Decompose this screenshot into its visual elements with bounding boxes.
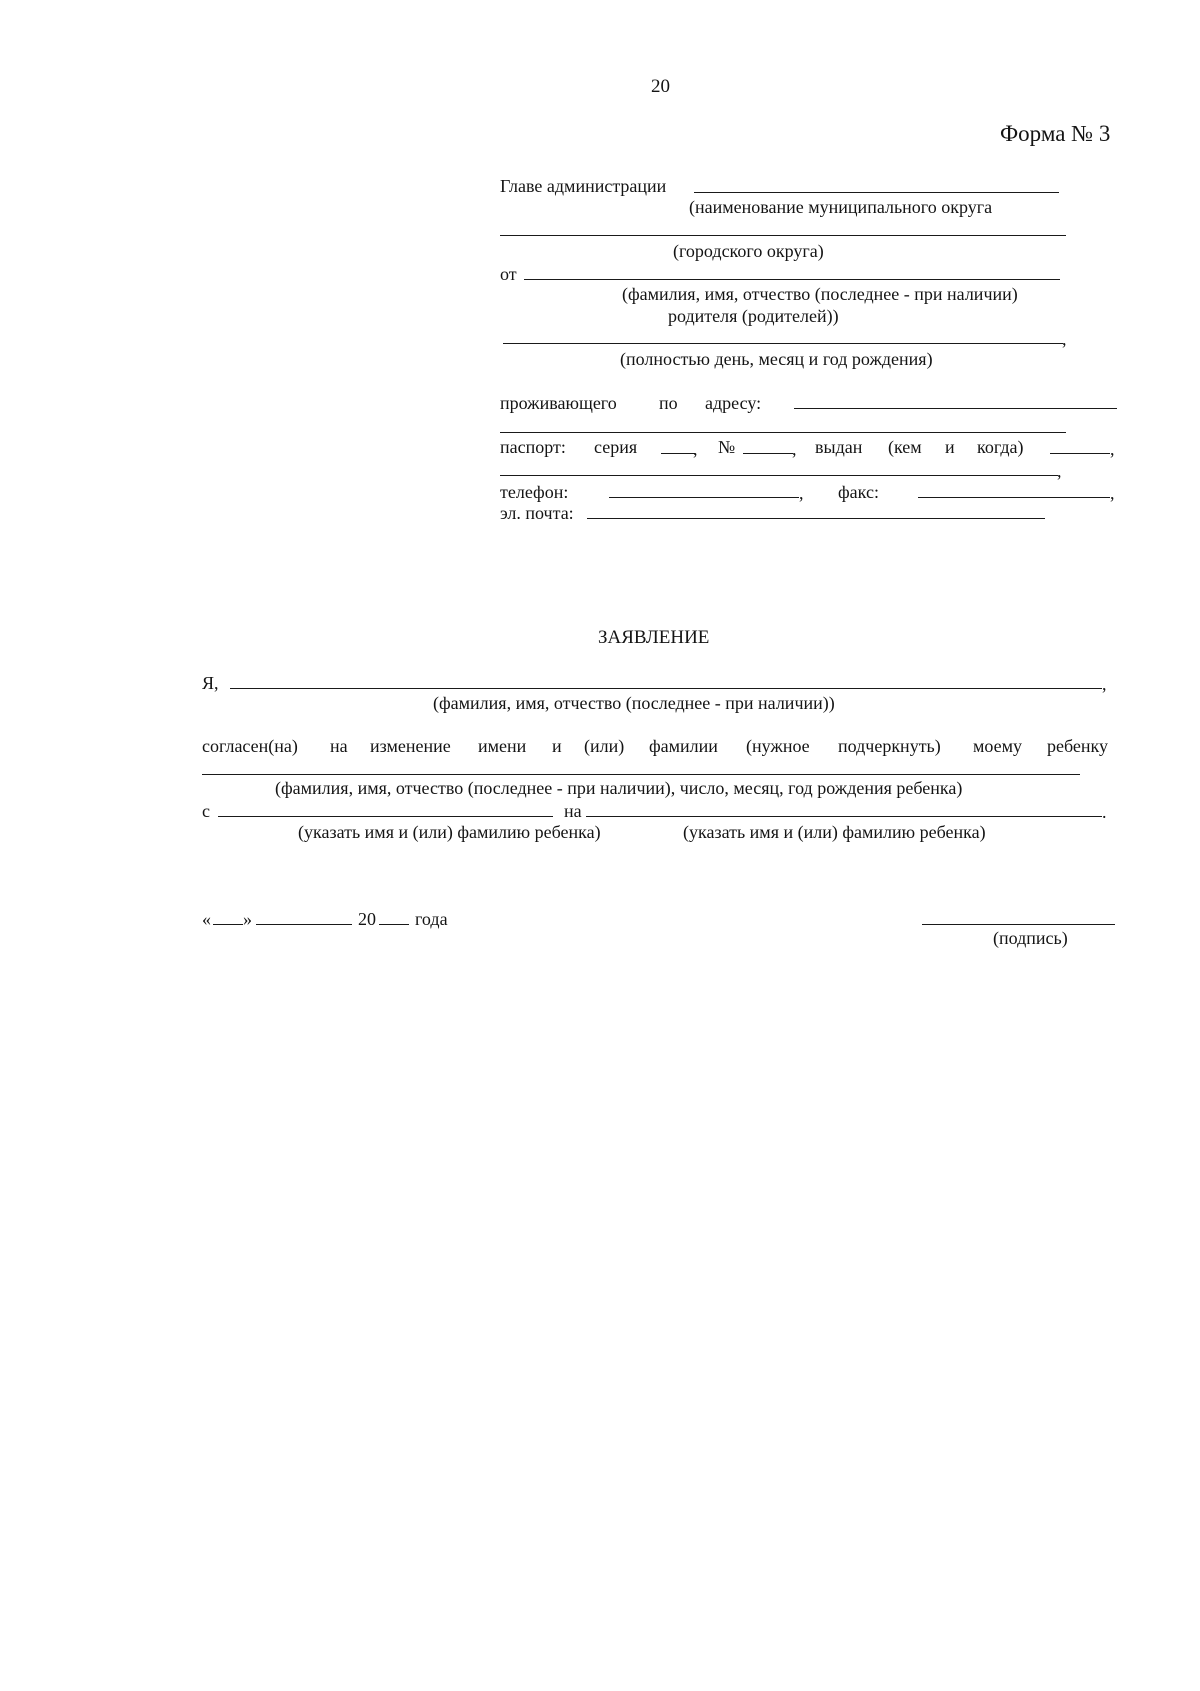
from-hint-1: (фамилия, имя, отчество (последнее - при наличии) <box>622 284 1018 304</box>
signature-hint: (подпись) <box>993 928 1068 948</box>
comma: , <box>1057 461 1062 481</box>
to-name-label: на <box>564 801 582 821</box>
consent-word: фамилии <box>649 736 718 756</box>
child-info-field[interactable] <box>202 774 1080 775</box>
year-prefix: 20 <box>358 909 376 929</box>
old-name-hint: (указать имя и (или) фамилию ребенка) <box>298 822 601 842</box>
year-suffix: года <box>415 909 448 929</box>
new-name-hint: (указать имя и (или) фамилию ребенка) <box>683 822 986 842</box>
birth-hint: (полностью день, месяц и год рождения) <box>620 349 933 369</box>
comma: , <box>1110 483 1115 503</box>
passport-series-field[interactable] <box>661 453 695 454</box>
from-label: от <box>500 264 517 284</box>
year-field[interactable] <box>379 924 409 925</box>
consent-word: подчеркнуть) <box>838 736 941 756</box>
consent-word: изменение <box>370 736 451 756</box>
document-title: ЗАЯВЛЕНИЕ <box>598 627 710 648</box>
passport-number-field[interactable] <box>743 453 793 454</box>
from-name-label: с <box>202 801 210 821</box>
passport-word-1: паспорт: <box>500 437 566 457</box>
passport-word-7: когда) <box>977 437 1024 457</box>
old-name-field[interactable] <box>218 816 553 817</box>
comma: , <box>792 439 797 459</box>
period: . <box>1102 802 1107 822</box>
consent-word: (или) <box>584 736 625 756</box>
comma: , <box>1110 439 1115 459</box>
phone-label: телефон: <box>500 482 569 502</box>
form-label: Форма № 3 <box>1000 121 1111 146</box>
comma: , <box>693 439 698 459</box>
fax-field[interactable] <box>918 497 1110 498</box>
address-word-2: по <box>659 393 678 413</box>
passport-word-5: (кем <box>888 437 922 457</box>
address-field[interactable] <box>794 408 1117 409</box>
quote-close: » <box>243 909 252 929</box>
passport-word-3: № <box>718 437 736 457</box>
phone-field[interactable] <box>609 497 799 498</box>
address-word-3: адресу: <box>705 393 762 413</box>
passport-issued-field-2[interactable] <box>500 475 1058 476</box>
comma: , <box>799 483 804 503</box>
consent-word: (нужное <box>746 736 810 756</box>
passport-issued-field[interactable] <box>1050 453 1110 454</box>
consent-word: на <box>330 736 348 756</box>
passport-word-6: и <box>945 437 955 457</box>
day-field[interactable] <box>213 924 243 925</box>
quote-open: « <box>202 909 211 929</box>
address-word-1: проживающего <box>500 393 617 413</box>
fax-label: факс: <box>838 482 879 502</box>
addressee-hint-2: (городского округа) <box>673 241 824 261</box>
applicant-name-hint: (фамилия, имя, отчество (последнее - при наличии)) <box>433 693 835 713</box>
page-number: 20 <box>651 76 670 97</box>
comma: , <box>1062 329 1067 349</box>
email-label: эл. почта: <box>500 503 574 523</box>
consent-word: моему <box>973 736 1022 756</box>
consent-word: и <box>552 736 562 756</box>
i-label: Я, <box>202 673 219 693</box>
passport-word-4: выдан <box>815 437 863 457</box>
passport-word-2: серия <box>594 437 638 457</box>
address-field-2[interactable] <box>500 432 1066 433</box>
consent-word: согласен(на) <box>202 736 298 756</box>
child-info-hint: (фамилия, имя, отчество (последнее - при наличии), число, месяц, год рождения ребенка) <box>275 778 963 798</box>
new-name-field[interactable] <box>586 816 1102 817</box>
addressee-label: Главе администрации <box>500 176 667 196</box>
applicant-name-field[interactable] <box>230 688 1102 689</box>
from-field[interactable] <box>524 279 1060 280</box>
addressee-hint-1: (наименование муниципального округа <box>689 197 993 217</box>
addressee-field[interactable] <box>694 192 1059 193</box>
signature-field[interactable] <box>922 924 1115 925</box>
month-field[interactable] <box>256 924 352 925</box>
addressee-field-2[interactable] <box>500 235 1066 236</box>
email-field[interactable] <box>587 518 1045 519</box>
comma: , <box>1102 674 1107 694</box>
consent-word: ребенку <box>1047 736 1109 756</box>
birth-field[interactable] <box>503 343 1063 344</box>
from-hint-2: родителя (родителей)) <box>668 306 839 326</box>
consent-word: имени <box>478 736 527 756</box>
